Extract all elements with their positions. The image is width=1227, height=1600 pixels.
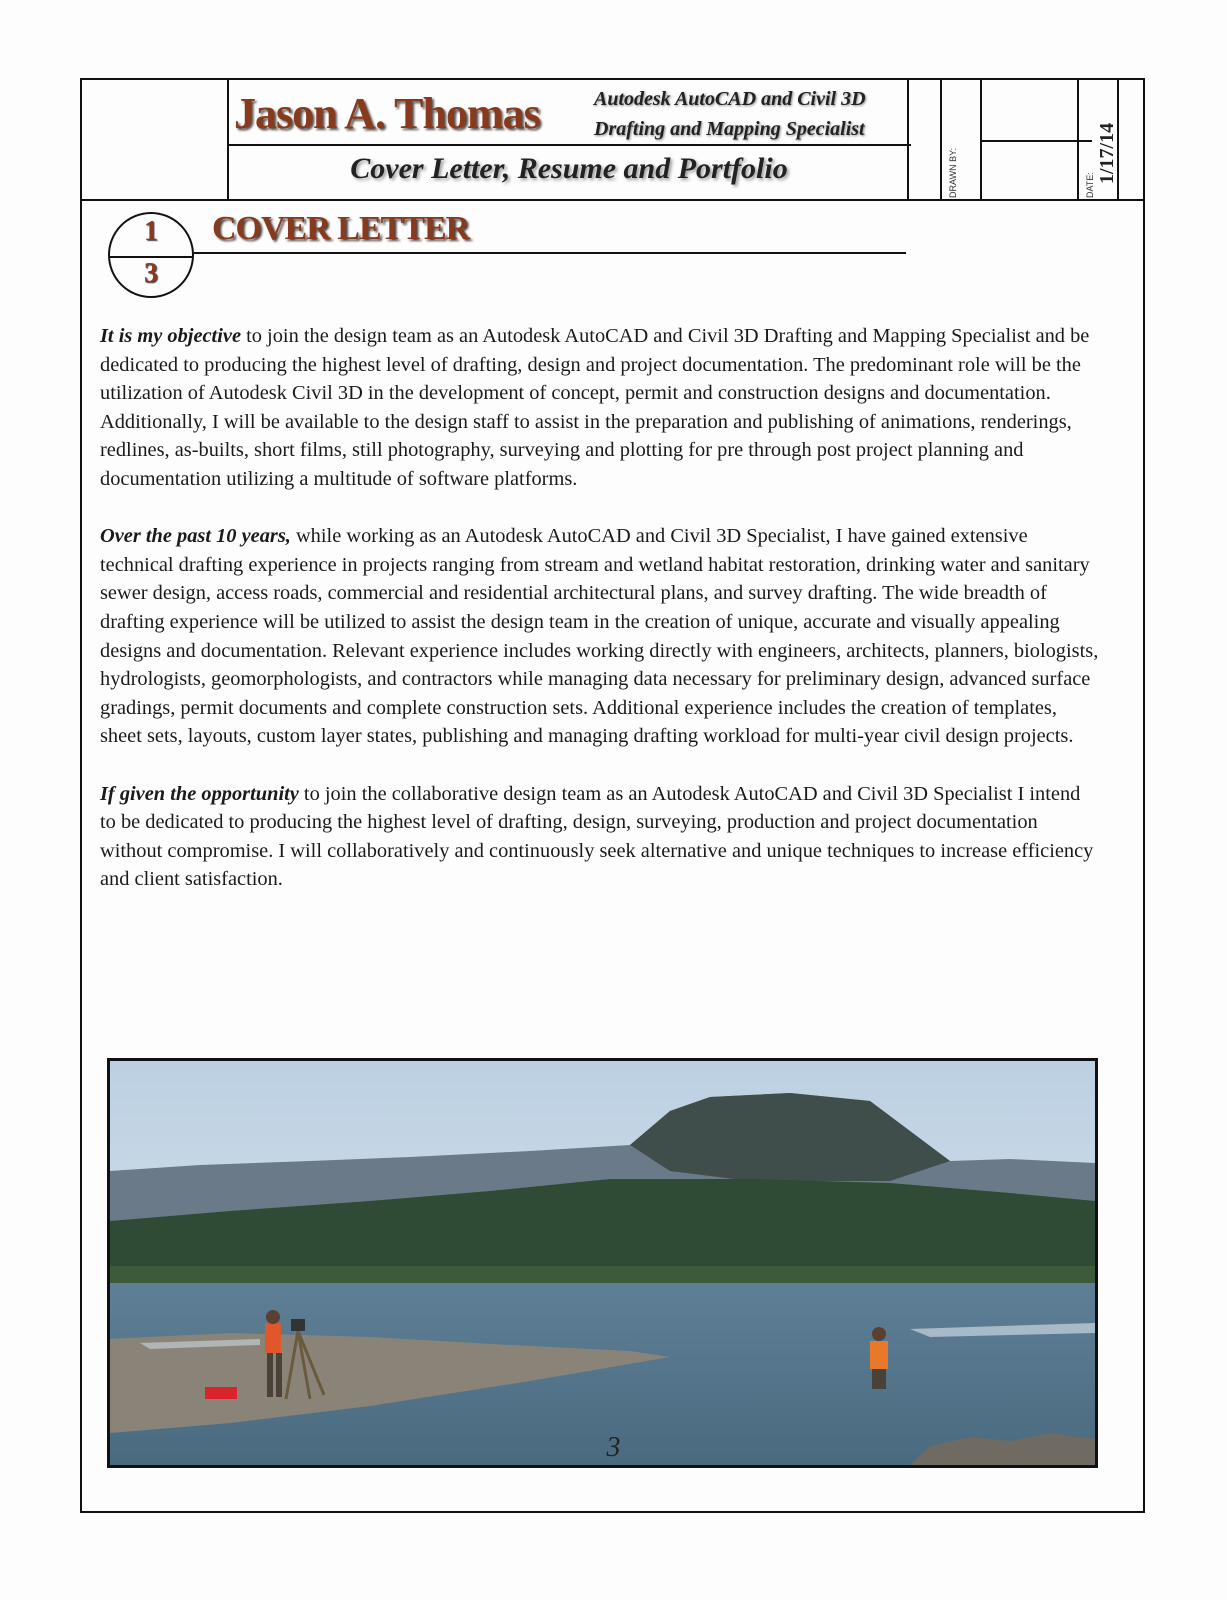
drawn-by-label: DRAWN BY: [948,147,958,198]
document-subtitle: Cover Letter, Resume and Portfolio [350,152,788,185]
paragraph-lead: Over the past 10 years, [100,525,291,548]
paragraph-text: to join the collaborative design team as an Autodesk AutoCAD and Civil 3D Specialist I intend to be dedicated to producing the highest level of drafting, design, surveying, production and project documentation without compromise. I will collaboratively and continuously seek alternative and unique techniques to increase efficiency and client satisfaction. [100,782,1094,891]
paragraph-lead: If given the opportunity [100,782,299,805]
paragraph-text: to join the design team as an Autodesk AutoCAD and Civil 3D Drafting and Mapping Specialist and be dedicated to producing the highest level of drafting, design and project documentation. The predominant role will be the utilization of Autodesk Civil 3D in the development of concept, permit and construction designs and documentation. Additionally, I will be available to the design staff to assist in the preparation and publishing of animations, renderings, redlines, as-builts, short films, still photography, surveying and plotting for pre through post project planning and documentation utilizing a multitude of software platforms. [100,325,1090,490]
specialty-title [594,84,866,144]
paragraph-experience [100,522,1100,751]
surveyor-leg [267,1353,273,1397]
wading-surveyor-legs [872,1369,886,1389]
sheet-number: 3 [144,258,158,289]
surveyor-head [266,1310,280,1324]
cover-letter-body [100,322,1100,922]
date-value: 1/17/14 [1096,122,1118,184]
date-label: DATE: [1085,172,1095,198]
specialty-line-1: Autodesk AutoCAD and Civil 3D [594,88,866,110]
section-number: 1 [144,216,158,247]
wading-surveyor-head [872,1327,886,1341]
paragraph-objective [100,322,1100,494]
equipment-case [205,1387,237,1399]
specialty-line-2: Drafting and Mapping Specialist [594,118,865,140]
title-block-divider [982,140,1092,142]
paragraph-lead: It is my objective [100,325,241,347]
paragraph-opportunity [100,780,1100,894]
photo-illustration [110,1061,1095,1465]
heading-underline [194,252,906,254]
surveyor-leg [276,1353,282,1397]
survey-instrument [291,1319,305,1331]
section-callout [108,212,194,298]
author-name: Jason A. Thomas [234,89,540,138]
paragraph-text: while working as an Autodesk AutoCAD and Civil 3D Specialist, I have gained extensive technical drafting experience in projects ranging from stream and wetland habitat restoration, drinking water and sanitary sewer design, access roads, commercial and residential architectural plans, and survey drafting. The wide breadth of drafting experience will be utilized to assist the design team in the creation of unique, accurate and visually appealing designs and documentation. Relevant experience includes working directly with engineers, architects, planners, biologists, hydrologists, geomorphologists, and contractors while managing data necessary for preliminary design, advanced surface gradings, permit documents and complete construction sets. Additional experience includes the creation of templates, sheet sets, layouts, custom layer states, publishing and managing drafting workload for multi-year civil design projects. [100,525,1099,748]
river-survey-photo [107,1058,1098,1468]
page-number: 3 [606,1432,621,1463]
surveyor-vest [265,1323,281,1353]
section-heading: COVER LETTER [212,210,470,247]
wading-surveyor-vest [870,1341,888,1369]
title-block-spacer-cell [909,80,942,199]
